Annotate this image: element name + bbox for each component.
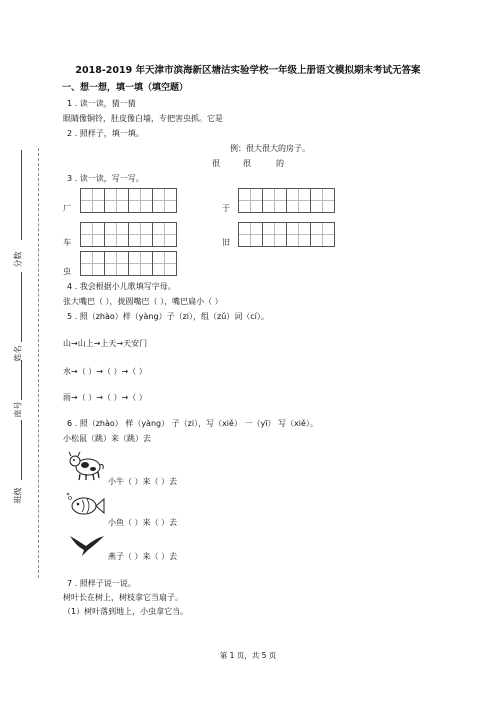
- q6-item-cow: 小牛（ ）来（ ）去: [108, 477, 178, 486]
- grid-cell[interactable]: [152, 188, 177, 213]
- page-footer: 第 1 页，共 5 页: [219, 651, 277, 660]
- q5-row-water: 水→（ ）→（ ）→（ ）: [63, 367, 147, 376]
- grid-cell[interactable]: [262, 188, 287, 213]
- q2-pattern-2: 很: [243, 159, 251, 168]
- writing-grid[interactable]: [238, 222, 335, 247]
- margin-name-label: 姓名: [13, 345, 23, 362]
- q3-char-chong: 虫: [63, 267, 71, 276]
- grid-cell[interactable]: [238, 188, 263, 213]
- writing-grid[interactable]: [80, 222, 177, 247]
- q2-stem: 2 . 照样子，填一填。: [67, 129, 144, 138]
- q3-char-jiu: 旧: [222, 238, 230, 247]
- section-heading: 一、想一想，填一填（填空题）: [62, 83, 189, 93]
- q3-char-che: 车: [63, 238, 71, 247]
- q6-item-swallow: 燕子（ ）来（ ）去: [108, 552, 178, 561]
- q1-stem: 1 . 读一读，猜一猜: [67, 99, 136, 108]
- class-underline: [21, 420, 22, 480]
- q7-stem: 7 . 照样子说一说。: [67, 579, 136, 588]
- grid-cell[interactable]: [310, 188, 335, 213]
- grid-cell[interactable]: [286, 222, 311, 247]
- q7-example: 树叶长在树上，树枝拿它当扇子。: [63, 593, 183, 602]
- grid-cell[interactable]: [128, 222, 153, 247]
- writing-grid[interactable]: [80, 251, 177, 276]
- q5-stem: 5 . 照（zhào）样（yàng）子（zi），组（zǔ）词（cí）。: [67, 312, 269, 321]
- grid-cell[interactable]: [80, 188, 105, 213]
- cow-icon: [66, 447, 106, 483]
- q1-riddle: 眼睛像铜铃，肚皮像白墙，专把害虫抓。它是: [63, 114, 223, 123]
- seat-underline: [21, 360, 22, 400]
- grid-cell[interactable]: [310, 222, 335, 247]
- writing-grid[interactable]: [238, 188, 335, 213]
- grid-cell[interactable]: [286, 188, 311, 213]
- grid-cell[interactable]: [238, 222, 263, 247]
- score-underline: [21, 150, 22, 240]
- q6-example: 小松鼠（跳）来（跳）去: [63, 434, 151, 443]
- q4-line: 张大嘴巴（ ），拢圆嘴巴（ ），嘴巴扁小（ ）: [63, 297, 223, 306]
- swallow-icon: [66, 532, 106, 558]
- grid-cell[interactable]: [152, 251, 177, 276]
- margin-score-label: 分数: [13, 251, 23, 268]
- q3-char-chang: 厂: [63, 204, 71, 213]
- writing-grid[interactable]: [80, 188, 177, 213]
- margin-seat-label: 座号: [13, 401, 23, 418]
- grid-cell[interactable]: [80, 222, 105, 247]
- q6-stem: 6 . 照（zhào） 样（yàng） 子（zi），写（xiě） 一（yī） 写（xiě）。: [67, 419, 318, 428]
- q2-example: 例：很大很大的房子。: [230, 144, 310, 153]
- q2-pattern-3: 的: [276, 159, 284, 168]
- q2-pattern-1: 很: [212, 159, 220, 168]
- fish-icon: [66, 492, 106, 520]
- q5-example: 山→山上→上天→天安门: [63, 339, 148, 348]
- q3-char-yu: 于: [222, 204, 230, 213]
- document-title: 2018-2019 年天津市滨海新区塘沽实验学校一年级上册语文模拟期末考试无答案: [75, 65, 421, 76]
- q6-item-fish: 小鱼（ ）来（ ）去: [108, 518, 178, 527]
- grid-cell[interactable]: [128, 188, 153, 213]
- grid-cell[interactable]: [128, 251, 153, 276]
- margin-class-label: 班级: [13, 487, 23, 504]
- grid-cell[interactable]: [80, 251, 105, 276]
- grid-cell[interactable]: [104, 251, 129, 276]
- q3-stem: 3 . 读一读，写一写。: [67, 174, 144, 183]
- grid-cell[interactable]: [262, 222, 287, 247]
- grid-cell[interactable]: [152, 222, 177, 247]
- grid-cell[interactable]: [104, 188, 129, 213]
- q5-row-rain: 雨→（ ）→（ ）→（ ）: [63, 393, 147, 402]
- q7-item-1: （1）树叶落到地上，小虫拿它当。: [63, 607, 189, 616]
- binding-dashed-line: [38, 148, 39, 578]
- grid-cell[interactable]: [104, 222, 129, 247]
- q4-stem: 4 . 我会根据小儿歌填写字母。: [67, 282, 176, 291]
- name-underline: [21, 272, 22, 342]
